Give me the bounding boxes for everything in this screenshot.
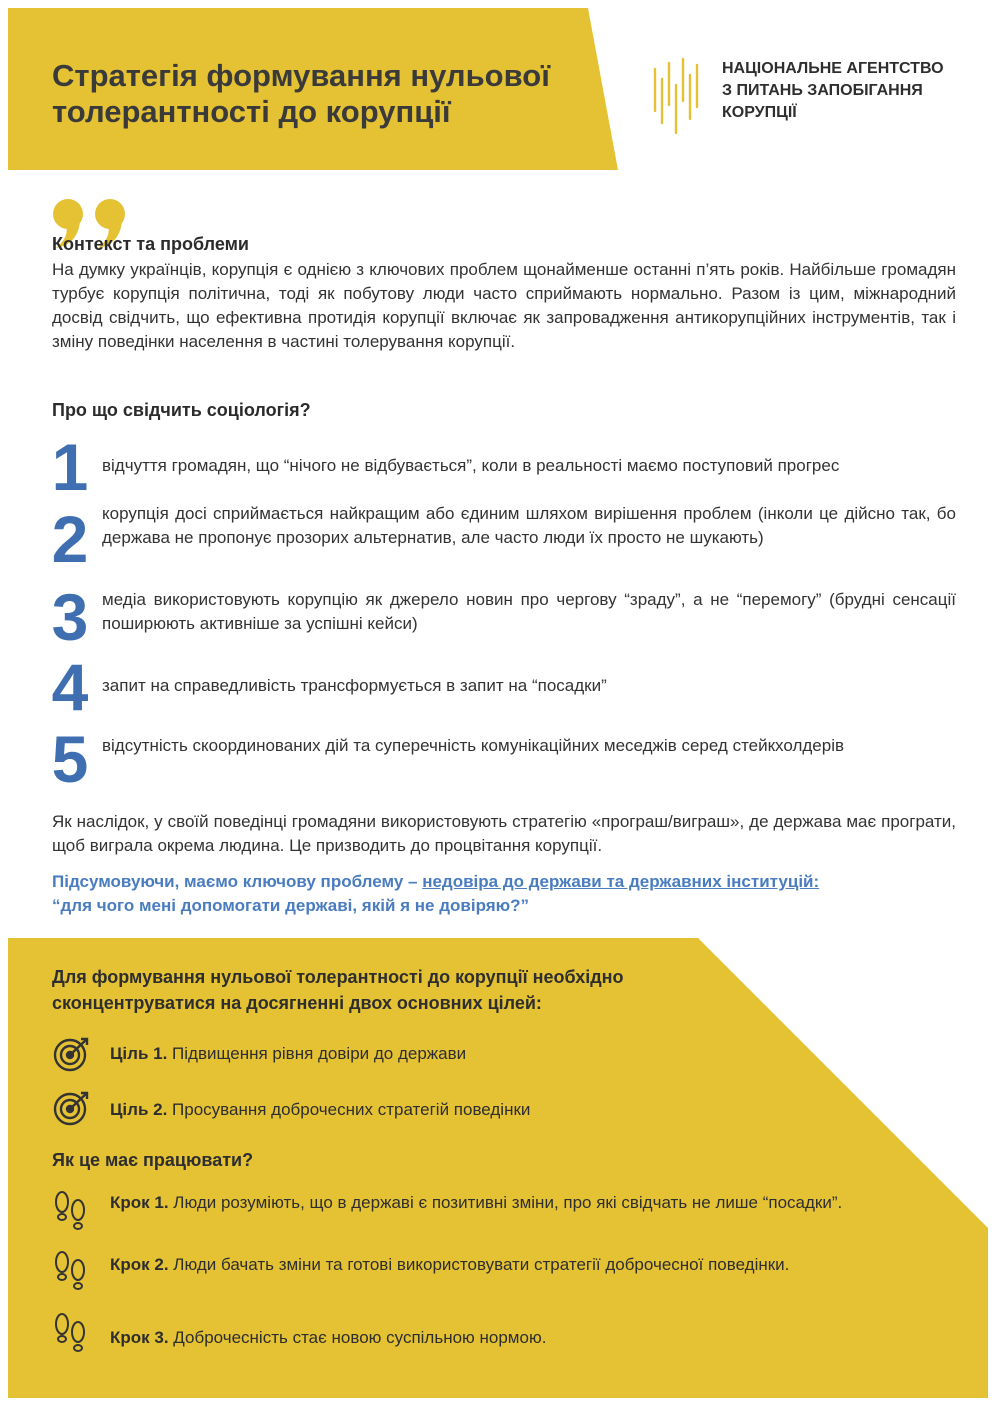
finding-item [40,580,956,656]
finding-text: корупція досі сприймається найкращим або єдиним шляхом вирішення проблем (інколи це дійсно так, бо держава не пропонує прозорих альтернатив, але часто люди їх просто не шукають) [102,504,956,547]
target-icon [52,1090,92,1126]
footprints-icon [52,1190,88,1234]
how-it-works-heading: Як це має працювати? [52,1150,254,1170]
sociology-heading: Про що свідчить соціологія? [52,400,311,420]
step-text: Люди бачать зміни та готові використовувати стратегії доброчесної поведінки. [173,1255,790,1274]
finding-number: 3 [51,580,89,654]
summary-quote: “для чого мені допомогати державі, якій я не довіряю?” [52,896,530,915]
step-item [110,1191,844,1215]
step-item [110,1326,844,1350]
goal-item [110,1098,530,1122]
step-label: Крок 1. [110,1193,169,1212]
finding-text: відчуття громадян, що “нічого не відбувається”, коли в реальності маємо поступовий прогрес [102,456,840,475]
summary-block [52,870,962,918]
context-body: На думку українців, корупція є однією з ключових проблем щонайменше останні п’ять років. Найбільше громадян турбує корупція політична, тоді як побутову люди часто сприймають нормально. Разом із цим, міжнародний досвід свідчить, що ефективна протидія корупції включає як запровадження антикорупційних інструментів, так і зміну поведінки населення в частині толерування корупції. [52,260,956,351]
finding-item [40,722,956,800]
document-title-line-1: Стратегія формування нульової [52,58,550,93]
organization-name-line-2: З ПИТАНЬ ЗАПОБІГАННЯ [722,82,923,99]
finding-text: запит на справедливість трансформується в запит на “посадки” [102,676,607,695]
footprints-icon [52,1250,88,1294]
step-label: Крок 3. [110,1328,169,1347]
step-text: Доброчесність стає новою суспільною нормою. [173,1328,547,1347]
nazk-bars-logo-icon [652,55,702,135]
target-icon [52,1036,92,1072]
goal-label: Ціль 1. [110,1044,168,1063]
goal-text: Підвищення рівня довіри до держави [172,1044,467,1063]
footprints-icon [52,1312,88,1356]
finding-item [40,500,956,576]
goals-heading: Для формування нульової толерантності до корупції необхідно сконцентруватися на досягненні двох основних цілей: [52,967,624,1013]
document-title [52,58,592,130]
step-text: Люди розуміють, що в державі є позитивні зміни, про які свідчать не лише “посадки”. [173,1193,843,1212]
organization-name [722,58,982,124]
finding-item [40,652,956,722]
finding-text: відсутність скоординованих дій та суперечність комунікаційних меседжів серед стейкхолдерів [102,736,845,755]
document-title-line-2: толерантності до корупції [52,94,451,129]
conclusion-text: Як наслідок, у своїй поведінці громадяни використовують стратегію «програш/виграш», де держава має програти, щоб виграла окрема людина. Це призводить до процвітання корупції. [52,812,956,855]
finding-text: медіа використовують корупцію як джерело новин про чергову “зраду”, а не “перемогу” (брудні сенсації поширюють активніше за успішні кейси) [102,590,956,633]
finding-number: 1 [51,430,89,504]
finding-number: 2 [51,502,89,576]
finding-item [40,432,956,502]
goal-text: Просування доброчесних стратегій поведінки [172,1100,531,1119]
context-heading: Контекст та проблеми [52,234,249,254]
finding-number: 4 [51,650,89,724]
step-label: Крок 2. [110,1255,169,1274]
organization-name-line-3: КОРУПЦІЇ [722,104,797,121]
step-item [110,1253,844,1277]
summary-key-problem: недовіра до держави та державних інституцій: [422,872,820,891]
goal-item [110,1042,466,1066]
summary-prefix: Підсумовуючи, маємо ключову проблему – [52,872,423,891]
finding-number: 5 [51,722,89,796]
goal-label: Ціль 2. [110,1100,168,1119]
organization-name-line-1: НАЦІОНАЛЬНЕ АГЕНТСТВО [722,60,944,77]
